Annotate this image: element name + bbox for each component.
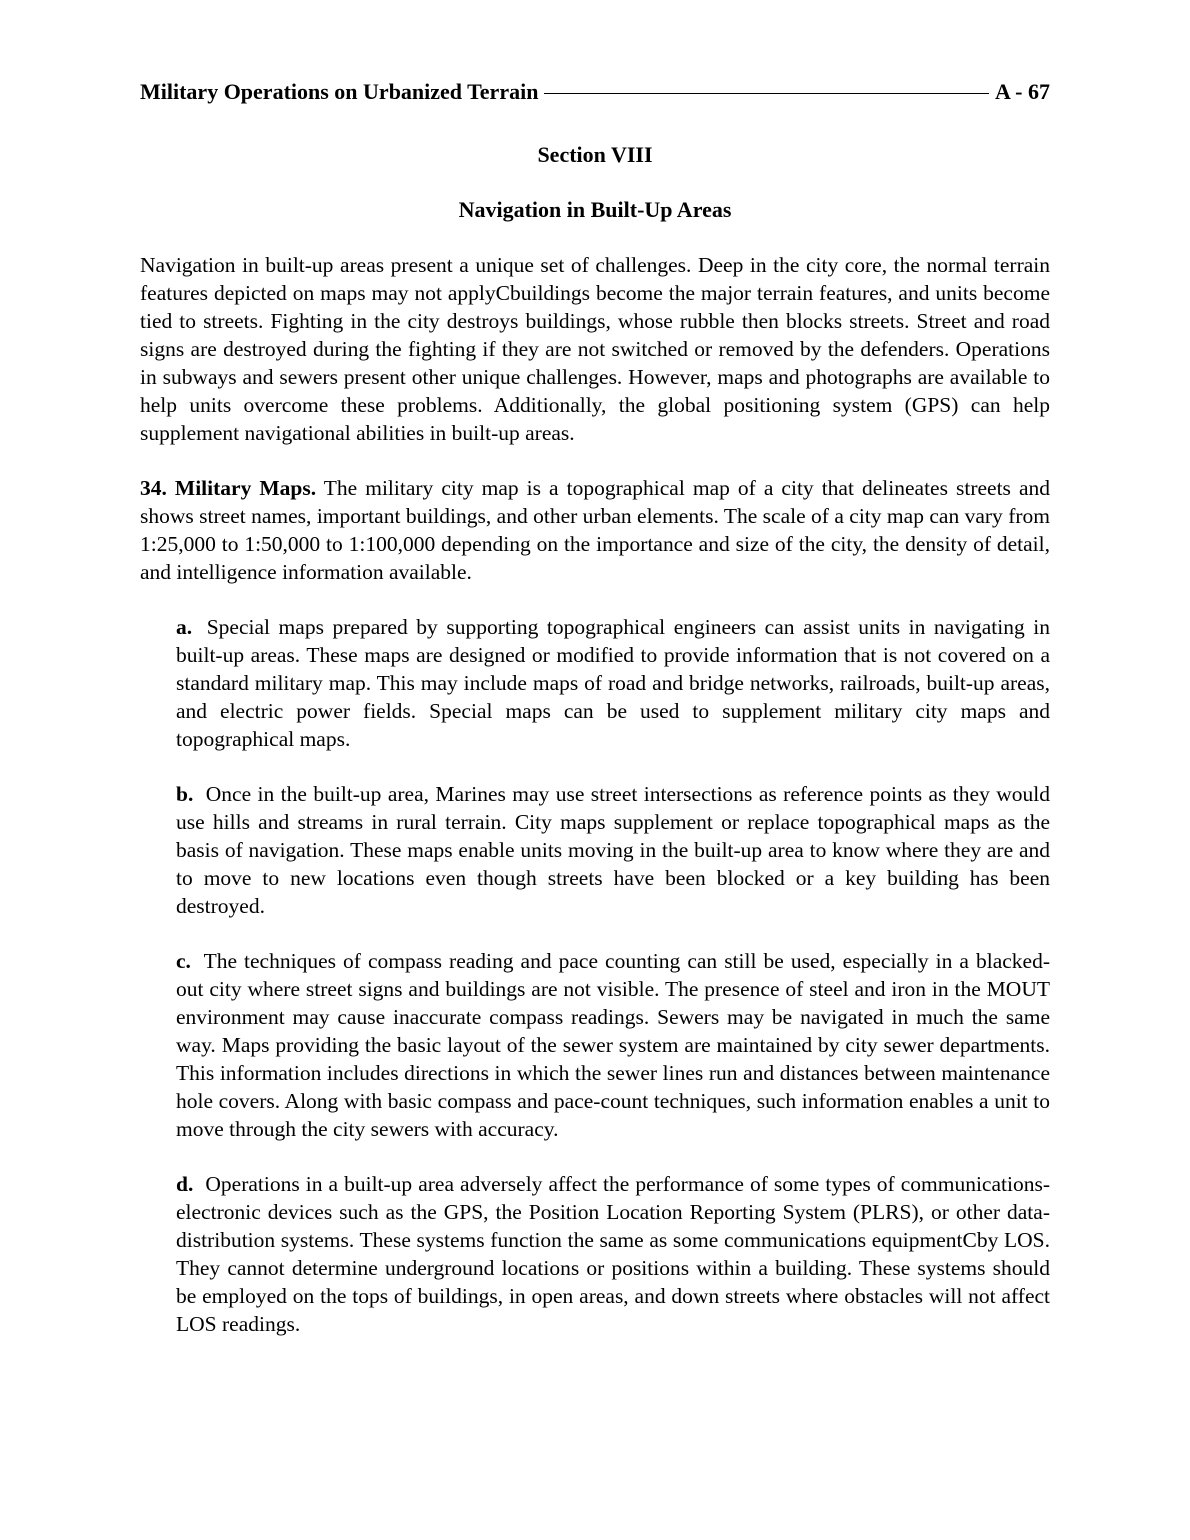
running-header xyxy=(140,78,1050,106)
header-rule xyxy=(544,93,989,94)
page-number: A - 67 xyxy=(995,79,1050,104)
subparagraph-b-text: Once in the built-up area, Marines may use street intersections as reference points as they would use hills and streams in rural terrain. City maps supplement or replace topographical maps as the basis of navigation. These maps enable units moving in the built-up area to know where they are and to move to new locations even though streets have been blocked or a key building has been destroyed. xyxy=(176,782,1050,918)
section-title: Section VIII xyxy=(537,142,653,167)
document-page xyxy=(140,78,1050,1338)
paragraph-34-text: The military city map is a topographical map of a city that delineates streets and shows street names, important buildings, and other urban elements. The scale of a city map can vary from 1:25,000 to 1:50,000 to 1:100,000 depending on the importance and size of the city, the density of detail, and intelligence information available. xyxy=(140,476,1050,584)
paragraph-34-heading: 34. Military Maps. xyxy=(140,476,317,500)
subparagraph-d xyxy=(176,1170,1050,1338)
subparagraph-d-text: Operations in a built-up area adversely affect the performance of some types of communications-electronic devices such as the GPS, the Position Location Reporting System (PLRS), or other data-distribution systems. These systems function the same as some communications equipmentCby LOS. They cannot determine underground locations or positions within a building. These systems should be employed on the tops of buildings, in open areas, and down streets where obstacles will not affect LOS readings. xyxy=(176,1172,1050,1336)
intro-paragraph: Navigation in built-up areas present a unique set of challenges. Deep in the city core, the normal terrain features depicted on maps may not applyCbuildings become the major terrain features, and units become tied to streets. Fighting in the city destroys buildings, whose rubble then blocks streets. Street and road signs are destroyed during the fighting if they are not switched or removed by the defenders. Operations in subways and sewers present other unique challenges. However, maps and photographs are available to help units overcome these problems. Additionally, the global positioning system (GPS) can help supplement navigational abilities in built-up areas. xyxy=(140,253,1050,445)
subparagraph-d-letter: d. xyxy=(176,1172,194,1196)
subparagraph-c xyxy=(176,947,1050,1143)
paragraph-34 xyxy=(140,474,1050,586)
subparagraph-a xyxy=(176,613,1050,753)
subparagraph-c-letter: c. xyxy=(176,949,191,973)
section-subtitle: Navigation in Built-Up Areas xyxy=(458,197,732,222)
subparagraph-c-text: The techniques of compass reading and pace counting can still be used, especially in a blacked-out city where street signs and buildings are not visible. The presence of steel and iron in the MOUT environment may cause inaccurate compass readings. Sewers may be navigated in much the same way. Maps providing the basic layout of the sewer system are maintained by city sewer departments. This information includes directions in which the sewer lines run and distances between maintenance hole covers. Along with basic compass and pace-count techniques, such information enables a unit to move through the city sewers with accuracy. xyxy=(176,949,1050,1141)
header-title: Military Operations on Urbanized Terrain xyxy=(140,79,539,104)
subparagraph-a-text: Special maps prepared by supporting topographical engineers can assist units in navigating in built-up areas. These maps are designed or modified to provide information that is not covered on a standard military map. This may include maps of road and bridge networks, railroads, built-up areas, and electric power fields. Special maps can be used to supplement military city maps and topographical maps. xyxy=(176,615,1050,751)
subparagraph-b-letter: b. xyxy=(176,782,194,806)
subparagraph-a-letter: a. xyxy=(176,615,193,639)
subparagraph-b xyxy=(176,780,1050,920)
